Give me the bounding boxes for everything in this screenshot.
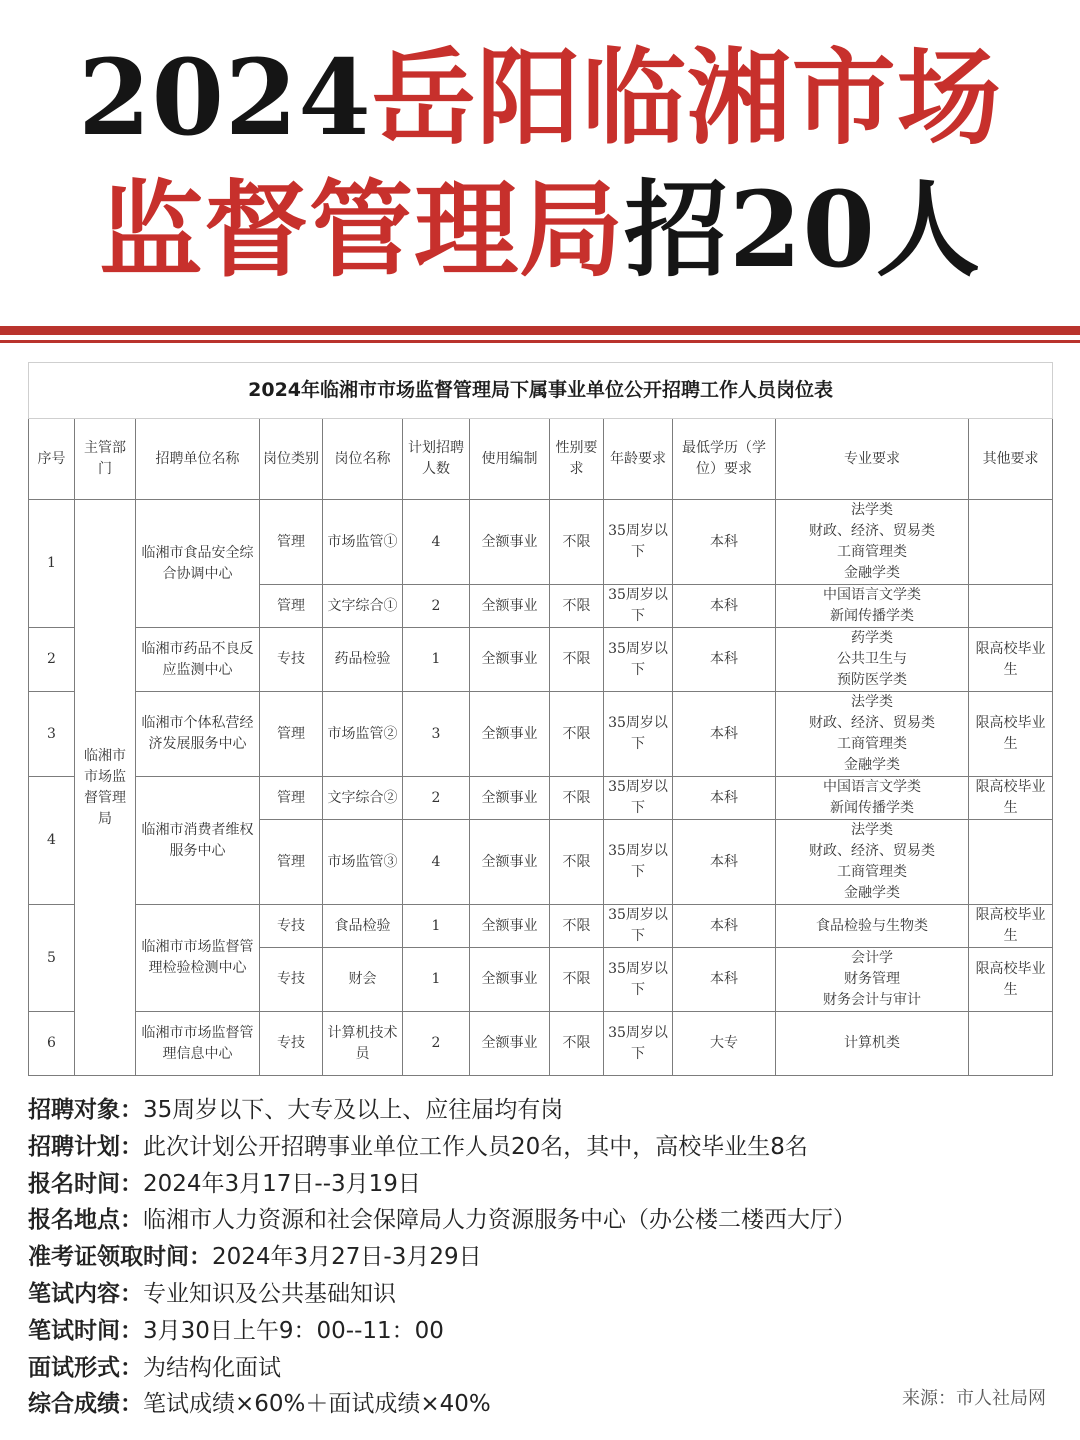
- cell-unit: 临湘市个体私营经济发展服务中心: [136, 692, 260, 777]
- header-major: 专业要求: [776, 419, 969, 500]
- info-label: 笔试时间：: [28, 1317, 143, 1344]
- cell-dept: 临湘市市场监督管理局: [75, 500, 136, 1076]
- divider-thick: [0, 326, 1080, 335]
- cell-major: [776, 1012, 969, 1076]
- major-line: 预防医学类: [837, 672, 907, 688]
- info-line-exam-time: [28, 1313, 1058, 1350]
- major-line: 食品检验与生物类: [816, 917, 928, 934]
- cell-education: 本科: [673, 905, 776, 948]
- info-line-interview: [28, 1350, 1058, 1387]
- cell-age: 35周岁以下: [604, 905, 673, 948]
- cell-education: 本科: [673, 585, 776, 628]
- header-other: 其他要求: [969, 419, 1053, 500]
- cell-age: 35周岁以下: [604, 777, 673, 820]
- info-label: 招聘对象：: [28, 1097, 143, 1123]
- info-value: 为结构化面试: [143, 1354, 281, 1381]
- cell-position: 文字综合②: [323, 777, 403, 820]
- major-line: 中国语言文学类: [823, 587, 921, 603]
- header-unit: 招聘单位名称: [136, 419, 260, 500]
- cell-staffing: 全额事业: [470, 500, 550, 585]
- cell-position: 计算机技术员: [323, 1012, 403, 1076]
- cell-plan: 1: [403, 948, 470, 1012]
- cell-education: 本科: [673, 777, 776, 820]
- major-line: 法学类: [851, 822, 893, 838]
- cell-gender: 不限: [550, 820, 604, 905]
- info-label: 报名地点：: [28, 1207, 143, 1234]
- table-row: [29, 692, 1053, 777]
- cell-category: 专技: [260, 628, 323, 692]
- major-line: 会计学: [851, 950, 893, 966]
- cell-unit: 临湘市消费者维权服务中心: [136, 777, 260, 905]
- cell-unit: 临湘市食品安全综合协调中心: [136, 500, 260, 628]
- cell-age: 35周岁以下: [604, 628, 673, 692]
- info-value: 2024年3月17日--3月19日: [143, 1170, 421, 1197]
- cell-staffing: 全额事业: [470, 948, 550, 1012]
- major-line: 中国语言文学类: [823, 779, 921, 795]
- positions-table-container: [28, 362, 1052, 1076]
- info-line-signup-time: [28, 1166, 1058, 1203]
- cell-age: 35周岁以下: [604, 585, 673, 628]
- cell-other: 限高校毕业生: [969, 948, 1053, 1012]
- table-row: [29, 777, 1053, 820]
- cell-plan: 2: [403, 1012, 470, 1076]
- major-line: 财政、经济、贸易类: [809, 843, 935, 859]
- cell-plan: 3: [403, 692, 470, 777]
- source-note: 来源：市人社局网: [902, 1388, 1046, 1409]
- cell-major: [776, 628, 969, 692]
- cell-position: 文字综合①: [323, 585, 403, 628]
- table-row: [29, 500, 1053, 585]
- cell-age: 35周岁以下: [604, 820, 673, 905]
- cell-other: 限高校毕业生: [969, 905, 1053, 948]
- header-staffing: 使用编制: [470, 419, 550, 500]
- cell-gender: 不限: [550, 777, 604, 820]
- table-header-row: [29, 419, 1053, 500]
- cell-unit: 临湘市市场监督管理信息中心: [136, 1012, 260, 1076]
- cell-category: 管理: [260, 585, 323, 628]
- cell-category: 专技: [260, 948, 323, 1012]
- headline-line-1: [0, 28, 1080, 168]
- major-line: 新闻传播学类: [830, 608, 914, 624]
- major-line: 工商管理类: [837, 544, 907, 560]
- cell-other: [969, 585, 1053, 628]
- info-value: 专业知识及公共基础知识: [143, 1280, 396, 1307]
- cell-staffing: 全额事业: [470, 585, 550, 628]
- cell-age: 35周岁以下: [604, 500, 673, 585]
- cell-category: 专技: [260, 1012, 323, 1076]
- cell-position: 市场监管③: [323, 820, 403, 905]
- cell-category: 管理: [260, 777, 323, 820]
- cell-staffing: 全额事业: [470, 692, 550, 777]
- table-row: [29, 905, 1053, 948]
- info-value: 2024年3月27日-3月29日: [212, 1244, 482, 1271]
- cell-position: 财会: [323, 948, 403, 1012]
- major-line: 财政、经济、贸易类: [809, 523, 935, 539]
- cell-plan: 4: [403, 500, 470, 585]
- cell-major: [776, 948, 969, 1012]
- header-dept: 主管部门: [75, 419, 136, 500]
- cell-position: 市场监管①: [323, 500, 403, 585]
- cell-category: 管理: [260, 692, 323, 777]
- cell-staffing: 全额事业: [470, 905, 550, 948]
- info-line-admission-ticket: [28, 1239, 1058, 1276]
- cell-category: 管理: [260, 500, 323, 585]
- header-gender: 性别要求: [550, 419, 604, 500]
- cell-gender: 不限: [550, 948, 604, 1012]
- major-line: 财务管理: [844, 971, 900, 987]
- table-row: [29, 1012, 1053, 1076]
- cell-major: [776, 500, 969, 585]
- info-label: 综合成绩：: [28, 1391, 143, 1418]
- info-value: 此次计划公开招聘事业单位工作人员20名，其中，高校毕业生8名: [143, 1133, 808, 1160]
- info-value: 3月30日上午9：00--11：00: [143, 1317, 444, 1344]
- cell-major: [776, 585, 969, 628]
- cell-staffing: 全额事业: [470, 1012, 550, 1076]
- header-age: 年龄要求: [604, 419, 673, 500]
- cell-position: 药品检验: [323, 628, 403, 692]
- cell-age: 35周岁以下: [604, 692, 673, 777]
- info-label: 报名时间：: [28, 1170, 143, 1197]
- cell-staffing: 全额事业: [470, 628, 550, 692]
- cell-major: [776, 692, 969, 777]
- cell-category: 管理: [260, 820, 323, 905]
- major-line: 公共卫生与: [837, 651, 907, 667]
- cell-gender: 不限: [550, 628, 604, 692]
- cell-unit: 临湘市市场监督管理检验检测中心: [136, 905, 260, 1012]
- major-line: 金融学类: [844, 565, 900, 581]
- cell-staffing: 全额事业: [470, 777, 550, 820]
- header-category: 岗位类别: [260, 419, 323, 500]
- table-row: [29, 628, 1053, 692]
- info-label: 招聘计划：: [28, 1133, 143, 1160]
- info-label: 准考证领取时间：: [28, 1244, 212, 1271]
- info-value: 临湘市人力资源和社会保障局人力资源服务中心（办公楼二楼西大厅）: [143, 1207, 856, 1234]
- major-line: 法学类: [851, 694, 893, 710]
- major-line: 财务会计与审计: [823, 992, 921, 1008]
- cell-position: 食品检验: [323, 905, 403, 948]
- major-line: 法学类: [851, 502, 893, 518]
- header-plan: 计划招聘人数: [403, 419, 470, 500]
- header-seq: 序号: [29, 419, 75, 500]
- info-label: 面试形式：: [28, 1354, 143, 1381]
- headline-count: 招20人: [624, 168, 981, 291]
- cell-seq: 5: [29, 905, 75, 1012]
- cell-other: 限高校毕业生: [969, 777, 1053, 820]
- cell-gender: 不限: [550, 1012, 604, 1076]
- recruitment-info: [28, 1092, 1058, 1423]
- major-line: 财政、经济、贸易类: [809, 715, 935, 731]
- cell-seq: 2: [29, 628, 75, 692]
- cell-category: 专技: [260, 905, 323, 948]
- cell-education: 大专: [673, 1012, 776, 1076]
- major-line: 工商管理类: [837, 736, 907, 752]
- cell-seq: 1: [29, 500, 75, 628]
- cell-age: 35周岁以下: [604, 1012, 673, 1076]
- cell-education: 本科: [673, 628, 776, 692]
- major-line: 工商管理类: [837, 864, 907, 880]
- cell-plan: 4: [403, 820, 470, 905]
- cell-other: 限高校毕业生: [969, 692, 1053, 777]
- cell-plan: 2: [403, 777, 470, 820]
- header-position: 岗位名称: [323, 419, 403, 500]
- cell-seq: 6: [29, 1012, 75, 1076]
- major-line: 金融学类: [844, 757, 900, 773]
- headline-year: 2024: [78, 36, 372, 159]
- cell-gender: 不限: [550, 905, 604, 948]
- table-title: 2024年临湘市市场监督管理局下属事业单位公开招聘工作人员岗位表: [29, 363, 1053, 419]
- major-line: 药学类: [851, 630, 893, 646]
- cell-education: 本科: [673, 948, 776, 1012]
- cell-gender: 不限: [550, 585, 604, 628]
- cell-other: 限高校毕业生: [969, 628, 1053, 692]
- cell-unit: 临湘市药品不良反应监测中心: [136, 628, 260, 692]
- cell-position: 市场监管②: [323, 692, 403, 777]
- cell-other: [969, 500, 1053, 585]
- major-line: 金融学类: [844, 885, 900, 901]
- headline-bureau: 监督管理局: [99, 168, 625, 291]
- cell-education: 本科: [673, 692, 776, 777]
- cell-major: [776, 777, 969, 820]
- cell-gender: 不限: [550, 500, 604, 585]
- header-education: 最低学历（学位）要求: [673, 419, 776, 500]
- cell-seq: 3: [29, 692, 75, 777]
- info-line-target: [28, 1092, 1058, 1129]
- cell-plan: 2: [403, 585, 470, 628]
- divider-thin: [0, 340, 1080, 343]
- cell-staffing: 全额事业: [470, 820, 550, 905]
- major-line: 计算机类: [844, 1035, 900, 1051]
- cell-plan: 1: [403, 628, 470, 692]
- info-line-exam-content: [28, 1276, 1058, 1313]
- cell-education: 本科: [673, 820, 776, 905]
- info-line-plan: [28, 1129, 1058, 1166]
- major-line: 新闻传播学类: [830, 800, 914, 816]
- positions-table: [28, 362, 1053, 1076]
- info-value: 35周岁以下、大专及以上、应往届均有岗: [143, 1097, 564, 1123]
- cell-education: 本科: [673, 500, 776, 585]
- cell-other: [969, 1012, 1053, 1076]
- cell-other: [969, 820, 1053, 905]
- info-label: 笔试内容：: [28, 1280, 143, 1307]
- cell-age: 35周岁以下: [604, 948, 673, 1012]
- cell-major: [776, 820, 969, 905]
- headline-location: 岳阳临湘市场: [371, 36, 1002, 159]
- cell-gender: 不限: [550, 692, 604, 777]
- headline-line-2: [0, 160, 1080, 300]
- cell-seq: 4: [29, 777, 75, 905]
- info-value: 笔试成绩×60%＋面试成绩×40%: [143, 1391, 491, 1418]
- cell-major: [776, 905, 969, 948]
- info-line-signup-place: [28, 1202, 1058, 1239]
- cell-plan: 1: [403, 905, 470, 948]
